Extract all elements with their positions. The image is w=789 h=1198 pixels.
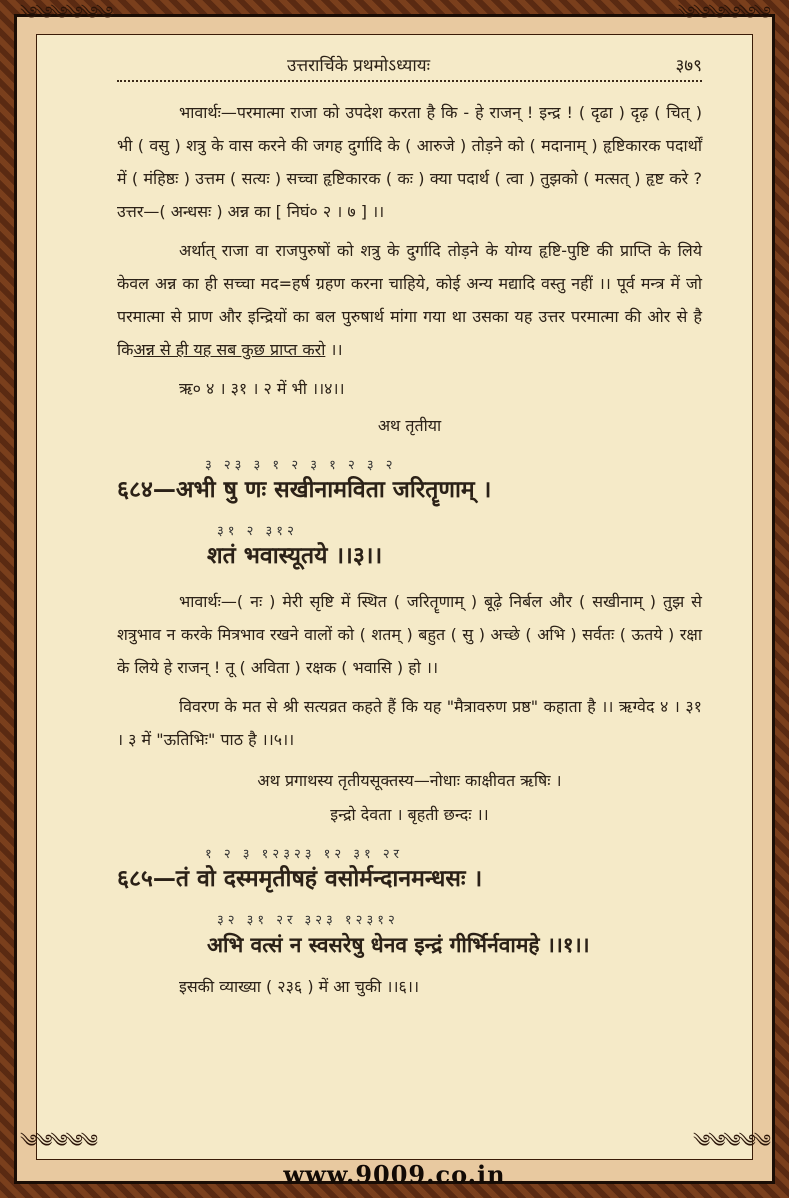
swirl-icon: ༄༄༄༄༄ [693, 1131, 769, 1152]
section-heading-1: अथ तृतीया [377, 416, 442, 435]
page-header [117, 53, 702, 80]
mantra-685-line-2: अभि वत्सं न स्वसरेषु धेनव इन्द्रं गीर्भिर्नवामहे ।।१।। [207, 933, 590, 957]
mantra-accents-2: ३१ २ ३१२ [217, 524, 298, 539]
page-number: ३७९ [675, 56, 702, 76]
book-page [36, 34, 753, 1160]
reference-2: इसकी व्याख्या ( २३६ ) में आ चुकी ।।६।। [179, 977, 420, 996]
mantra-accents-1: ३ २३ ३ १ २ ३ १ २ ३ २ [205, 458, 397, 473]
underlined-phrase: अन्न से ही यह सब कुछ प्राप्त करो [133, 340, 326, 359]
section-heading-2-line-1: अथ प्रगाथस्य तृतीयसूक्तस्य—नोधाः काक्षीवत ऋषिः । [257, 771, 562, 790]
header-rule [117, 80, 702, 82]
reference-1: ऋ० ४ । ३१ । २ में भी ।।४।। [179, 379, 345, 398]
swirl-icon: ༄༄༄༄༄༄ [677, 3, 769, 24]
top-ornament [20, 3, 769, 30]
explanation-end: ।। [325, 340, 343, 359]
swirl-icon: ༄༄༄༄༄ [20, 1131, 96, 1152]
paragraph-vivaran: विवरण के मत से श्री सत्यव्रत कहते हैं कि यह "मैत्रावरुण प्रष्ठ" कहाता है ।। ऋग्वेद ४ । ३१ । ३ में "ऊतिभिः" पाठ है ।।५।। [117, 697, 702, 749]
section-heading-2-line-2: इन्द्रो देवता । बृहती छन्दः ।। [330, 805, 489, 824]
mantra-685-line-1: ६८५—तं वो दस्ममृतीषहं वसोर्मन्दानमन्धसः । [117, 866, 483, 892]
explanation-text: अर्थात् राजा वा राजपुरुषों को शत्रु के दुर्गादि तोड़ने के योग्य हृष्टि-पुष्टि की प्राप्ति के लिये केवल अन्न का ही सच्चा मद=हर्ष ग्रहण करना चाहिये, कोई अन्य मद्यादि वस्तु नहीं ।। पूर्व मन्त्र में जो परमात्मा से प्राण और इन्द्रियों का बल पुरुषार्थ मांगा गया था उसका यह उत्तर परमात्मा की ओर से है कि [117, 241, 702, 359]
mantra-684-line-2: शतं भवास्यूतये ।।३।। [207, 543, 383, 569]
chapter-title: उत्तरार्चिके प्रथमोऽध्यायः [287, 56, 431, 76]
paragraph-explanation [117, 234, 702, 366]
mantra-accents-4: ३२ ३१ २र ३२३ १२३१२ [217, 913, 399, 928]
website-watermark: www.9009.co.in [283, 1160, 506, 1189]
mantra-accents-3: १ २ ३ १२३२३ १२ ३१ २र [205, 847, 403, 862]
paragraph-bhavarth-2: भावार्थः—( नः ) मेरी सृष्टि में स्थित ( जरितॄणाम् ) बूढ़े निर्बल और ( सखीनाम् ) तुझ से शत्रुभाव न करके मित्रभाव रखने वालों को ( शतम् ) बहुत ( सु ) अच्छे ( अभि ) सर्वतः ( ऊतये ) रक्षा के लिये हे राजन् ! तू ( अविता ) रक्षक ( भवासि ) हो ।। [117, 592, 702, 677]
paragraph-bhavarth-1: भावार्थः—परमात्मा राजा को उपदेश करता है कि - हे राजन् ! इन्द्र ! ( दृढा ) दृढ़ ( चित् ) भी ( वसु ) शत्रु के वास करने की जगह दुर्गादि के ( आरुजे ) तोड़ने को ( मदानाम् ) हृष्टिकारक पदार्थों में ( मंहिष्ठः ) उत्तम ( सत्यः ) सच्चा हृष्टिकारक ( कः ) क्या पदार्थ ( त्वा ) तुझको ( मत्सत् ) हृष्ट करे ? उत्तर—( अन्धसः ) अन्न का [ निघं० २ । ७ ] ।। [117, 103, 702, 221]
mantra-684-line-1: ६८४—अभी षु णः सखीनामविता जरितॄणाम् । [117, 477, 492, 503]
bottom-ornament [20, 1131, 769, 1158]
swirl-icon: ༄༄༄༄༄༄ [20, 3, 112, 24]
